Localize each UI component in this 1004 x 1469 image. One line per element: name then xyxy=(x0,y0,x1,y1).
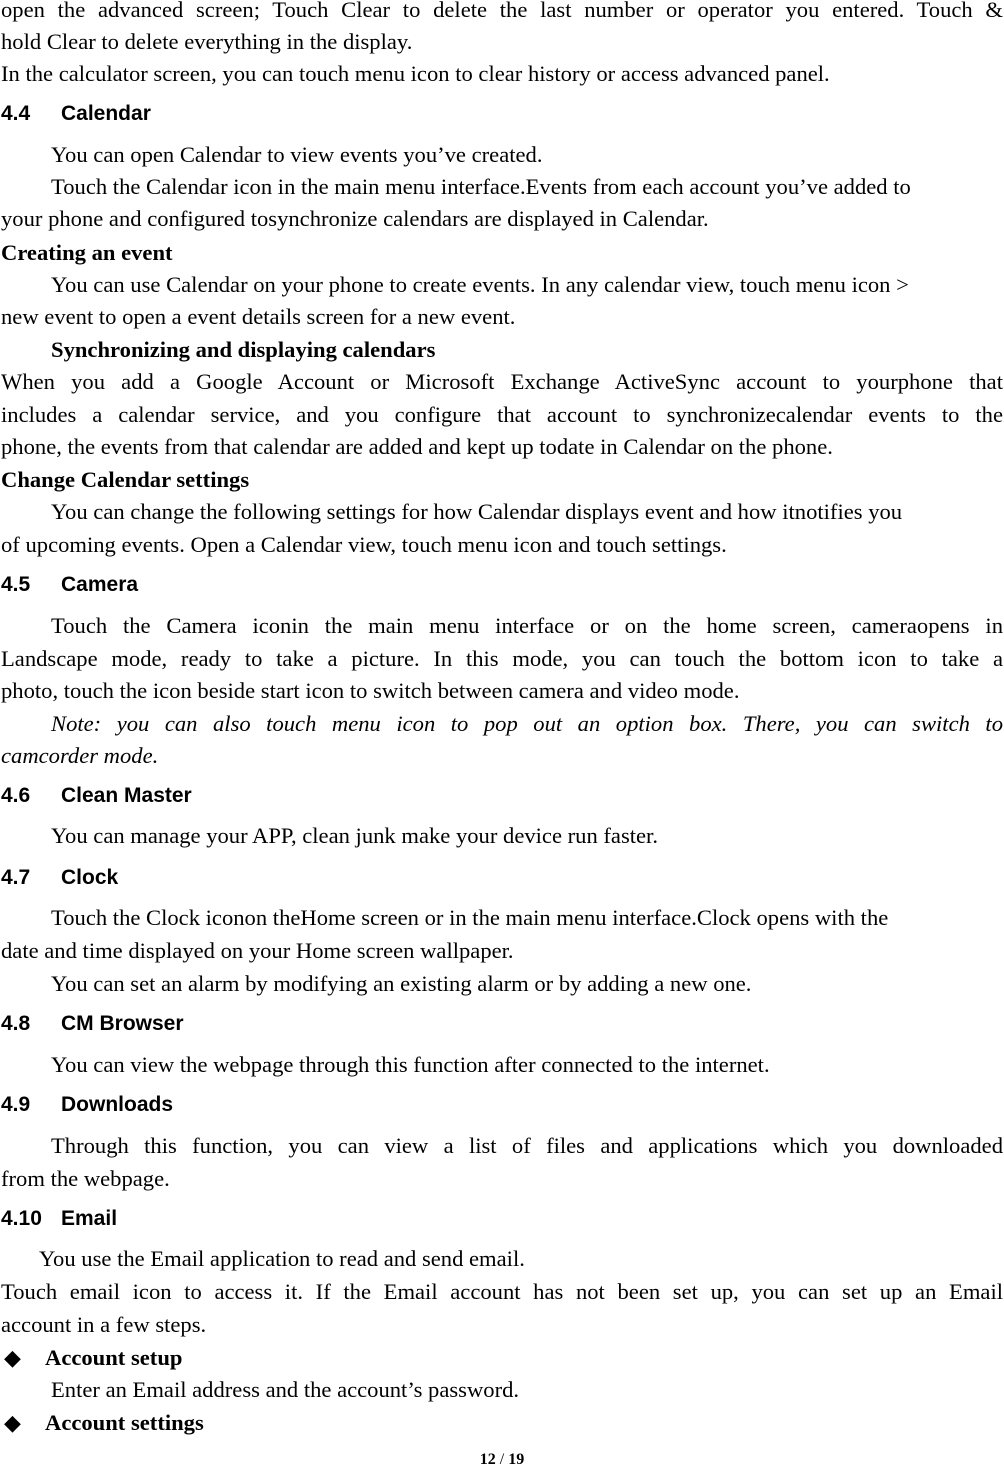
subheading: Creating an event xyxy=(1,240,173,265)
section-heading-calendar xyxy=(1,101,151,127)
body-text: account in a few steps. xyxy=(1,1312,207,1337)
section-title: CM Browser xyxy=(61,1012,184,1035)
diamond-bullet-icon: ◆ xyxy=(4,1410,21,1435)
subheading: Change Calendar settings xyxy=(1,467,250,492)
body-text: your phone and configured tosynchronize calendars are displayed in Calendar. xyxy=(1,206,709,231)
section-title: Calendar xyxy=(61,102,151,125)
section-heading-email xyxy=(1,1206,117,1232)
section-title: Downloads xyxy=(61,1093,174,1116)
body-text: from the webpage. xyxy=(1,1166,170,1191)
body-text: In the calculator screen, you can touch menu icon to clear history or access advanced panel. xyxy=(1,61,830,86)
note-text: camcorder mode. xyxy=(1,743,159,768)
body-text: includes a calendar service, and you configure that account to synchronizecalendar events to the xyxy=(1,402,1003,427)
section-title: Clean Master xyxy=(61,784,192,807)
body-text: new event to open a event details screen for a new event. xyxy=(1,304,516,329)
body-text: open the advanced screen; Touch Clear to delete the last number or operator you entered. Touch & xyxy=(1,0,1003,22)
body-text: When you add a Google Account or Microsoft Exchange ActiveSync account to yourphone that xyxy=(1,369,1003,394)
section-heading-camera xyxy=(1,572,138,598)
section-title: Camera xyxy=(61,573,139,596)
page-footer xyxy=(0,1451,1004,1469)
section-number: 4.9 xyxy=(1,1093,31,1116)
section-title: Email xyxy=(61,1207,118,1230)
body-text: of upcoming events. Open a Calendar view, touch menu icon and touch settings. xyxy=(1,532,727,557)
section-heading-downloads xyxy=(1,1092,173,1118)
diamond-bullet-icon: ◆ xyxy=(4,1345,21,1370)
body-text: You can open Calendar to view events you’ve created. xyxy=(51,142,543,167)
body-text: You can use Calendar on your phone to create events. In any calendar view, touch menu icon > xyxy=(51,272,909,297)
body-text: Enter an Email address and the account’s password. xyxy=(51,1377,520,1402)
body-text: hold Clear to delete everything in the display. xyxy=(1,29,413,54)
body-text: Through this function, you can view a list of files and applications which you downloaded xyxy=(51,1133,1003,1158)
body-text: Landscape mode, ready to take a picture. In this mode, you can touch the bottom icon to take a xyxy=(1,646,1003,671)
section-title: Clock xyxy=(61,866,119,889)
body-text: You can manage your APP, clean junk make your device run faster. xyxy=(51,823,658,848)
section-heading-clean-master xyxy=(1,783,192,809)
body-text: You use the Email application to read and send email. xyxy=(39,1246,525,1271)
section-number: 4.4 xyxy=(1,102,31,125)
section-number: 4.8 xyxy=(1,1012,31,1035)
body-text: Touch email icon to access it. If the Email account has not been set up, you can set up an Email xyxy=(1,1279,1003,1304)
section-heading-cm-browser xyxy=(1,1011,184,1037)
section-number: 4.7 xyxy=(1,866,31,889)
body-text: Touch the Camera iconin the main menu interface or on the home screen, cameraopens in xyxy=(51,613,1003,638)
body-text: Touch the Clock iconon theHome screen or in the main menu interface.Clock opens with the xyxy=(51,905,889,930)
body-text: photo, touch the icon beside start icon to switch between camera and video mode. xyxy=(1,678,740,703)
page-number: 12 xyxy=(479,1451,496,1468)
subheading: Synchronizing and displaying calendars xyxy=(51,337,436,362)
page-separator: / xyxy=(495,1451,509,1468)
body-text: You can view the webpage through this function after connected to the internet. xyxy=(51,1052,770,1077)
note-text: Note: you can also touch menu icon to pop out an option box. There, you can switch to xyxy=(51,711,1003,736)
section-number: 4.5 xyxy=(1,573,31,596)
section-number: 4.10 xyxy=(1,1207,42,1230)
section-number: 4.6 xyxy=(1,784,31,807)
bullet-heading: Account settings xyxy=(45,1410,204,1435)
body-text: You can change the following settings for how Calendar displays event and how itnotifies you xyxy=(51,499,903,524)
section-heading-clock xyxy=(1,865,118,891)
body-text: Touch the Calendar icon in the main menu interface.Events from each account you’ve added to xyxy=(51,174,911,199)
body-text: date and time displayed on your Home screen wallpaper. xyxy=(1,938,514,963)
page-total: 19 xyxy=(508,1451,525,1468)
body-text: You can set an alarm by modifying an existing alarm or by adding a new one. xyxy=(51,971,752,996)
body-text: phone, the events from that calendar are added and kept up todate in Calendar on the phone. xyxy=(1,434,833,459)
bullet-heading: Account setup xyxy=(45,1345,183,1370)
